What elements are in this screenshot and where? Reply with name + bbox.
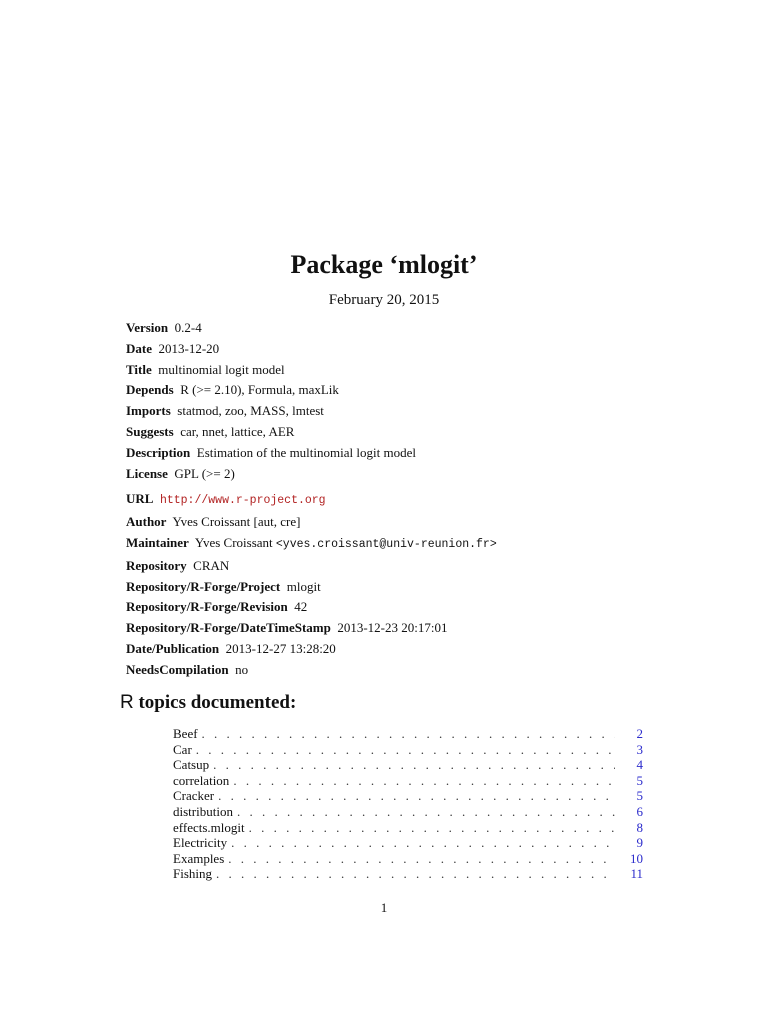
toc-page-link[interactable]: 2 (636, 726, 643, 741)
toc-item-name: effects.mlogit (173, 819, 245, 835)
toc-item[interactable] (173, 773, 643, 789)
field-key: Repository/R-Forge/Revision (126, 599, 288, 615)
url-link[interactable]: http://www.r-project.org (159, 494, 326, 508)
toc-item[interactable] (173, 835, 643, 851)
field-value: no (235, 661, 249, 677)
maintainer-email: <yves.croissant@univ-reunion.fr> (275, 537, 497, 551)
field-url (126, 489, 646, 512)
toc-page-link[interactable]: 10 (630, 850, 643, 866)
field-key: Description (126, 444, 191, 460)
field-value: 0.2-4 (174, 320, 202, 335)
field-key: Title (126, 361, 152, 377)
field-key: Date (126, 340, 152, 356)
field-value: car, nnet, lattice, AER (180, 423, 295, 439)
field-key: NeedsCompilation (126, 661, 229, 677)
field-needscompilation (126, 660, 646, 681)
field-value: mlogit (286, 578, 321, 594)
field-key: URL (126, 491, 154, 507)
field-rforge-revision (126, 597, 646, 618)
field-title (126, 360, 646, 381)
field-key: Version (126, 320, 169, 335)
field-key: Imports (126, 403, 171, 419)
field-value: 42 (294, 599, 308, 615)
toc-item-name: Fishing (173, 866, 213, 882)
toc-page-link[interactable]: 4 (636, 757, 643, 773)
field-value: Yves Croissant [aut, cre] (172, 514, 301, 530)
field-key: Date/Publication (126, 640, 220, 656)
toc-page-link[interactable]: 5 (636, 788, 643, 804)
toc-leader-dots (218, 788, 615, 804)
toc-item[interactable] (173, 851, 643, 867)
field-depends (126, 380, 646, 401)
package-date: February 20, 2015 (328, 292, 440, 308)
toc-item[interactable] (173, 757, 643, 773)
toc-item[interactable] (173, 788, 643, 804)
field-value: CRAN (193, 557, 230, 573)
toc-item-name: Car (173, 741, 192, 757)
toc-leader-dots (233, 773, 615, 789)
field-value: R (>= 2.10), Formula, maxLik (180, 382, 339, 398)
toc-page-link[interactable]: 6 (636, 803, 643, 819)
field-key: Suggests (126, 423, 174, 439)
field-key: Repository/R-Forge/DateTimeStamp (126, 620, 331, 636)
toc-page-link[interactable]: 9 (636, 835, 643, 851)
page-number: 1 (380, 900, 388, 915)
toc-leader-dots (216, 866, 615, 882)
field-value: 2013-12-20 (158, 340, 220, 356)
table-of-contents (173, 726, 643, 882)
toc-item-name: Beef (173, 726, 198, 741)
field-key: Repository (126, 557, 187, 573)
toc-leader-dots (213, 757, 615, 773)
field-key: License (126, 465, 168, 481)
toc-leader-dots (249, 820, 615, 836)
field-value: 2013-12-23 20:17:01 (337, 620, 448, 636)
field-value: statmod, zoo, MASS, lmtest (177, 403, 324, 419)
description-fields (126, 318, 646, 681)
toc-leader-dots (196, 742, 615, 758)
toc-item[interactable] (173, 820, 643, 836)
field-version (126, 318, 646, 339)
toc-leader-dots (237, 804, 615, 820)
field-key: Repository/R-Forge/Project (126, 578, 281, 594)
r-logo-letter: R (120, 692, 134, 713)
field-key: Maintainer (126, 534, 189, 550)
field-suggests (126, 422, 646, 443)
toc-leader-dots (228, 851, 615, 867)
field-value: Estimation of the multinomial logit model (196, 444, 416, 460)
field-key: Author (126, 514, 167, 530)
toc-page-link[interactable]: 5 (636, 772, 643, 788)
maintainer-name: Yves Croissant (194, 534, 276, 550)
toc-item[interactable] (173, 726, 643, 742)
toc-item[interactable] (173, 804, 643, 820)
toc-leader-dots (202, 726, 615, 742)
toc-page-link[interactable]: 11 (630, 866, 643, 882)
toc-leader-dots (231, 835, 615, 851)
toc-item-name: Electricity (173, 835, 228, 851)
toc-item-name: Examples (173, 850, 225, 866)
field-imports (126, 401, 646, 422)
field-value: multinomial logit model (158, 361, 285, 377)
toc-item-name: Catsup (173, 757, 210, 773)
package-title: Package ‘mlogit’ (290, 250, 478, 279)
toc-item[interactable] (173, 742, 643, 758)
field-rforge-datetimestamp (126, 618, 646, 639)
toc-page-link[interactable]: 3 (636, 741, 643, 757)
toc-item-name: distribution (173, 803, 233, 819)
field-repository (126, 556, 646, 577)
field-value: GPL (>= 2) (174, 465, 235, 481)
field-license (126, 464, 646, 485)
field-rforge-project (126, 577, 646, 598)
topics-heading-text: topics documented: (133, 692, 297, 713)
field-maintainer (126, 533, 646, 556)
toc-page-link[interactable]: 8 (636, 819, 643, 835)
field-date (126, 339, 646, 360)
toc-item-name: correlation (173, 772, 230, 788)
field-description (126, 443, 646, 464)
toc-item[interactable] (173, 866, 643, 882)
toc-item-name: Cracker (173, 788, 215, 804)
field-author (126, 512, 646, 533)
field-value: 2013-12-27 13:28:20 (225, 640, 336, 656)
topics-heading (120, 692, 296, 714)
field-key: Depends (126, 382, 174, 398)
field-date-publication (126, 639, 646, 660)
